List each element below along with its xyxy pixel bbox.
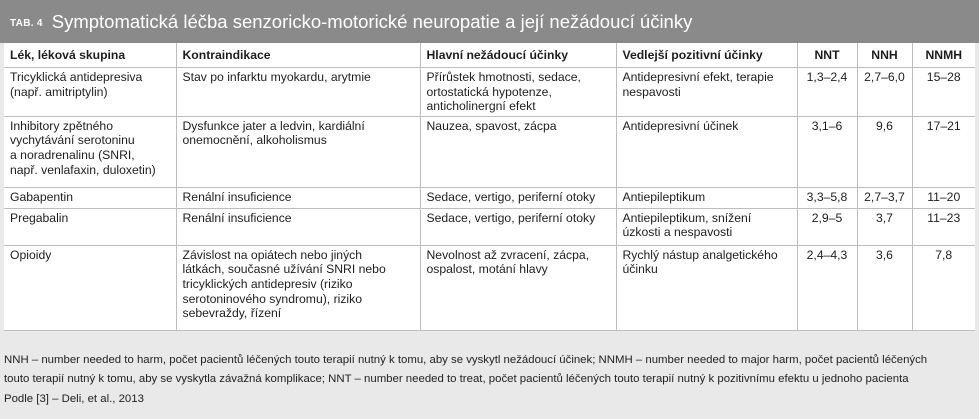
- cell-line: Tricyklická antidepresiva: [10, 70, 143, 84]
- table-container: [4, 43, 975, 331]
- cell-nnmh: 7,8: [912, 245, 975, 330]
- cell-nnt: 3,3–5,8: [797, 187, 857, 208]
- cell-line: Antiepileptikum: [622, 189, 706, 204]
- cell-nnh: 9,6: [857, 116, 912, 187]
- cell-contraindications: [176, 208, 420, 245]
- cell-line: Závislost na opiátech nebo jiných: [182, 247, 363, 262]
- table-footer: [4, 351, 979, 409]
- cell-line: Přírůstek hmotnosti, sedace,: [426, 70, 581, 84]
- table-header-row: [4, 43, 975, 68]
- source-note: Podle [3] – Deli, et al., 2013: [4, 392, 144, 405]
- table-number-label: TAB. 4: [10, 17, 43, 29]
- header-nnh: NNH: [857, 43, 912, 68]
- cell-main-adverse-effects: [420, 187, 616, 208]
- footnote-line-2: touto terapií nutný k tomu, aby se vyskytla závažná komplikace; NNT – number needed to treat, počet pacientů léčených touto terapií nutný k pozitivnímu efektu u jednoho pacienta: [4, 373, 909, 386]
- header-drug: Lék, léková skupina: [4, 43, 176, 68]
- table-row: [4, 68, 975, 117]
- cell-contraindications: [176, 116, 420, 187]
- cell-nnt: 1,3–2,4: [797, 68, 857, 117]
- cell-contraindications: [176, 245, 420, 330]
- cell-line: onemocnění, alkoholismus: [182, 133, 327, 148]
- cell-nnt: 2,9–5: [797, 208, 857, 245]
- treatment-table: [4, 43, 975, 331]
- cell-line: Rychlý nástup analgetického: [622, 247, 778, 262]
- cell-positive-effects: [616, 187, 797, 208]
- cell-drug: [4, 116, 176, 187]
- cell-line: nespavosti: [622, 84, 681, 99]
- cell-line: účinku: [622, 262, 658, 277]
- header-main-adverse-effects: Hlavní nežádoucí účinky: [420, 43, 616, 68]
- header-nnt: NNT: [797, 43, 857, 68]
- cell-drug: [4, 245, 176, 330]
- cell-line: Renální insuficience: [182, 210, 292, 225]
- cell-line: serotoninového syndromu), riziko: [182, 291, 363, 306]
- cell-nnh: 3,6: [857, 245, 912, 330]
- footnote-line-1: NNH – number needed to harm, počet pacientů léčených touto terapií nutný k tomu, aby se vyskytl nežádoucí účinek; NNMH – number needed to major harm, počet pacientů léčených: [4, 354, 928, 366]
- cell-positive-effects: [616, 116, 797, 187]
- cell-line: Antidepresivní efekt, terapie: [622, 70, 774, 84]
- cell-line: např. venlafaxin, duloxetin): [10, 162, 156, 177]
- cell-line: látkách, současné užívání SNRI nebo: [182, 262, 386, 277]
- cell-line: Antidepresivní účinek: [622, 118, 739, 133]
- cell-line: Gabapentin: [10, 189, 74, 204]
- cell-main-adverse-effects: [420, 208, 616, 245]
- cell-line: a noradrenalinu (SNRI,: [10, 147, 135, 162]
- cell-nnt: 2,4–4,3: [797, 245, 857, 330]
- cell-drug: [4, 208, 176, 245]
- header-nnmh: NNMH: [912, 43, 975, 68]
- cell-line: sebevraždy, řízení: [182, 306, 282, 321]
- cell-nnmh: 15–28: [912, 68, 975, 117]
- cell-contraindications: [176, 187, 420, 208]
- cell-line: vychytávání serotoninu: [10, 133, 135, 148]
- table-row: [4, 116, 975, 187]
- cell-nnh: 2,7–3,7: [857, 187, 912, 208]
- cell-line: Stav po infarktu myokardu, arytmie: [182, 70, 371, 84]
- cell-main-adverse-effects: [420, 116, 616, 187]
- cell-drug: [4, 68, 176, 117]
- cell-line: anticholinergní efekt: [426, 99, 536, 114]
- cell-line: Antiepileptikum, snížení: [622, 210, 752, 225]
- cell-line: Sedace, vertigo, periferní otoky: [426, 210, 596, 225]
- cell-drug: [4, 187, 176, 208]
- cell-line: ospalost, motání hlavy: [426, 262, 548, 277]
- table-row: [4, 187, 975, 208]
- cell-nnt: 3,1–6: [797, 116, 857, 187]
- cell-positive-effects: [616, 245, 797, 330]
- table-title: Symptomatická léčba senzoricko-motorické neuropatie a její nežádoucí účinky: [51, 10, 693, 32]
- cell-nnmh: 17–21: [912, 116, 975, 187]
- cell-line: úzkosti a nespavosti: [622, 225, 733, 240]
- cell-line: Sedace, vertigo, periferní otoky: [426, 189, 596, 204]
- header-contraindications: Kontraindikace: [176, 43, 420, 68]
- table-title-bar: [0, 0, 979, 43]
- cell-nnmh: 11–23: [912, 208, 975, 245]
- cell-positive-effects: [616, 208, 797, 245]
- cell-main-adverse-effects: [420, 68, 616, 117]
- cell-line: Nauzea, spavost, zácpa: [426, 118, 557, 133]
- cell-main-adverse-effects: [420, 245, 616, 330]
- cell-nnh: 3,7: [857, 208, 912, 245]
- cell-nnmh: 11–20: [912, 187, 975, 208]
- cell-line: Opioidy: [10, 247, 52, 262]
- cell-contraindications: [176, 68, 420, 117]
- cell-positive-effects: [616, 68, 797, 117]
- cell-line: Nevolnost až zvracení, zácpa,: [426, 247, 590, 262]
- cell-line: ortostatická hypotenze,: [426, 84, 552, 99]
- cell-line: Renální insuficience: [182, 189, 292, 204]
- cell-line: (např. amitriptylin): [10, 84, 108, 99]
- table-row: [4, 208, 975, 245]
- cell-line: Inhibitory zpětného: [10, 118, 113, 133]
- table-row: [4, 245, 975, 330]
- header-positive-effects: Vedlejší pozitivní účinky: [616, 43, 797, 68]
- cell-line: Dysfunkce jater a ledvin, kardiální: [182, 118, 365, 133]
- cell-nnh: 2,7–6,0: [857, 68, 912, 117]
- cell-line: tricyklických antidepresiv (riziko: [182, 276, 353, 291]
- cell-line: Pregabalin: [10, 210, 69, 225]
